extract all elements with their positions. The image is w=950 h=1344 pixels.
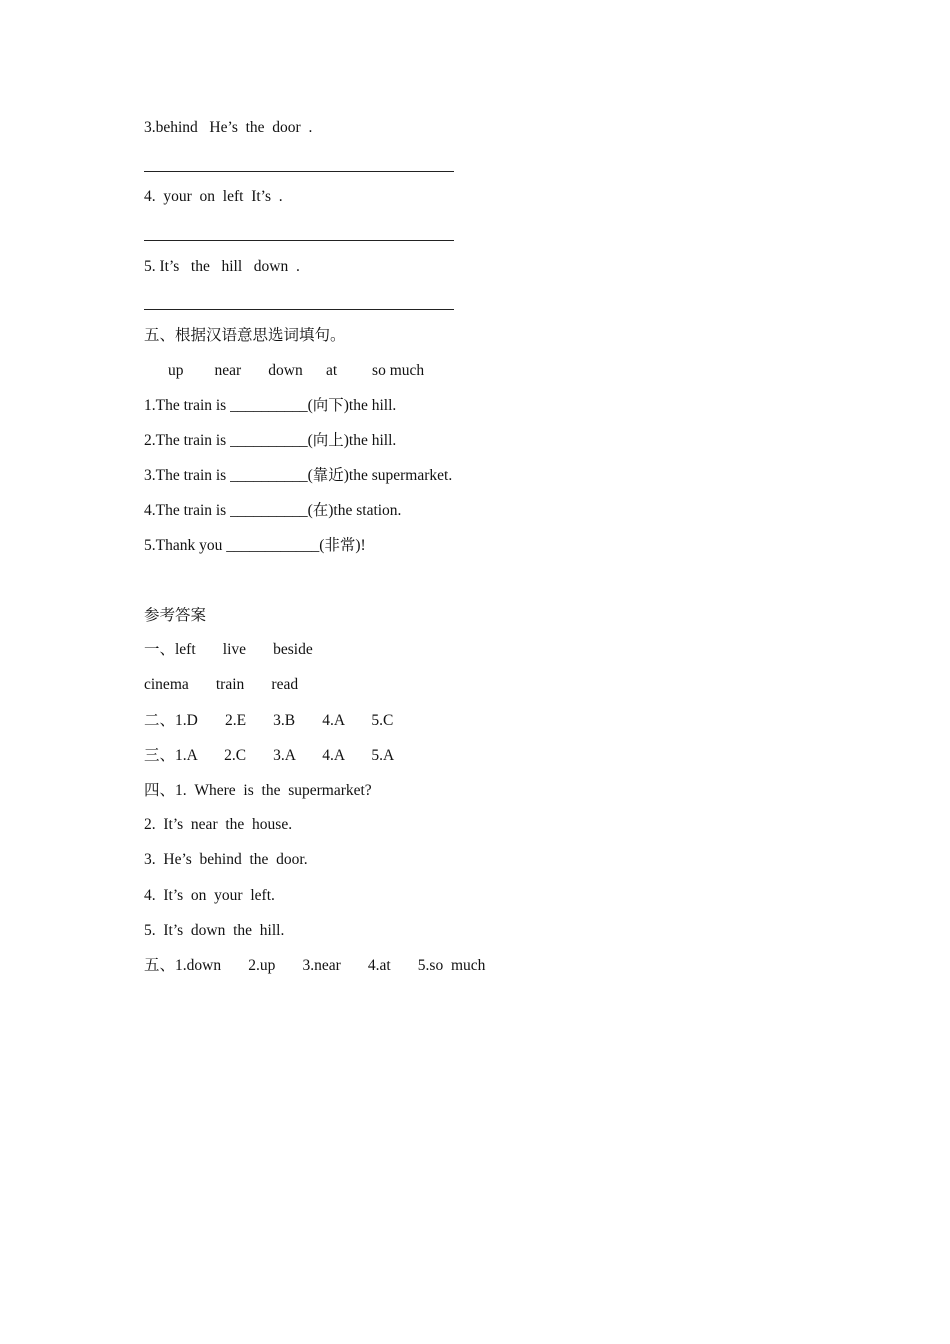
- answer-blank-line-4: [144, 240, 454, 241]
- section5-title: 五、根据汉语意思选词填句。: [144, 327, 346, 344]
- answer-line-1: 一、left live beside: [144, 641, 313, 658]
- sentence-item-3: 3.behind He’s the door .: [144, 119, 313, 136]
- answer-blank-line-5: [144, 309, 454, 310]
- answer-line-7: 3. He’s behind the door.: [144, 851, 308, 868]
- fill-item-2: 2.The train is __________(向上)the hill.: [144, 432, 397, 449]
- answer-line-6: 2. It’s near the house.: [144, 816, 293, 833]
- answer-line-2: cinema train read: [144, 676, 299, 693]
- answers-title: 参考答案: [144, 607, 207, 624]
- answer-line-10: 五、1.down 2.up 3.near 4.at 5.so much: [144, 957, 486, 974]
- fill-item-4: 4.The train is __________(在)the station.: [144, 502, 402, 519]
- answer-line-8: 4. It’s on your left.: [144, 887, 275, 904]
- word-bank: up near down at so much: [168, 362, 425, 379]
- answer-line-3: 二、1.D 2.E 3.B 4.A 5.C: [144, 712, 394, 729]
- answer-line-4: 三、1.A 2.C 3.A 4.A 5.A: [144, 747, 395, 764]
- fill-item-3: 3.The train is __________(靠近)the supermarket.: [144, 467, 453, 484]
- fill-item-5: 5.Thank you ____________(非常)!: [144, 537, 366, 554]
- sentence-item-4: 4. your on left It’s .: [144, 188, 283, 205]
- answer-line-9: 5. It’s down the hill.: [144, 922, 285, 939]
- fill-item-1: 1.The train is __________(向下)the hill.: [144, 397, 397, 414]
- answer-line-5: 四、1. Where is the supermarket?: [144, 782, 372, 799]
- answer-blank-line-3: [144, 171, 454, 172]
- sentence-item-5: 5. It’s the hill down .: [144, 258, 300, 275]
